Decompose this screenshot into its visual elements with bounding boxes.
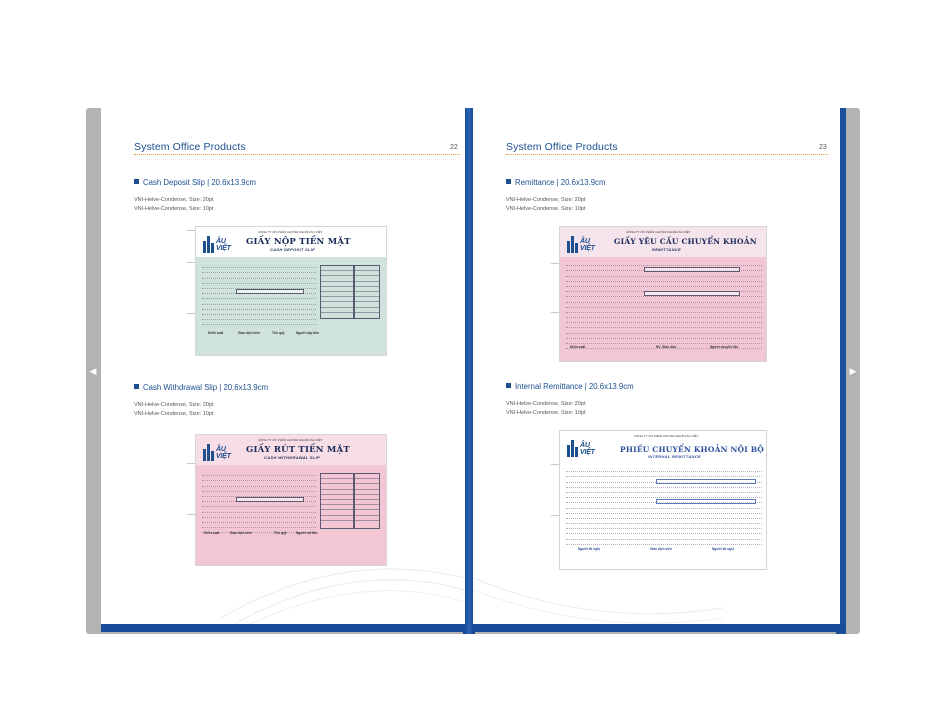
signature-label: Người chuyển tiền	[710, 345, 739, 349]
crop-mark	[551, 464, 559, 465]
signature-label: Thủ quỹ	[272, 331, 285, 335]
internal-remittance-form-image	[559, 430, 767, 570]
signature-label: Giao dịch viên	[230, 531, 252, 535]
spec-line: VNI-Helve-Condense, Size: 20pt	[134, 197, 214, 203]
triangle-right-icon[interactable]: ▶	[849, 366, 857, 376]
spec-lines	[134, 401, 213, 418]
page-number: 23	[819, 144, 827, 151]
crop-mark	[187, 230, 195, 231]
section-heading-text: Cash Withdrawal Slip | 20.6x13.9cm	[143, 383, 269, 392]
signature-label: Người đề nghị	[712, 547, 734, 551]
title-rule	[134, 154, 460, 155]
au-viet-logo	[566, 233, 606, 253]
spec-line: VNI-Helve-Condense, Size: 10pt	[506, 409, 586, 416]
form-title: GIẤY NỘP TIỀN MẶT	[246, 237, 351, 247]
crop-mark	[187, 463, 195, 464]
cash-deposit-slip-image	[195, 226, 387, 356]
amount-box	[644, 267, 740, 272]
signature-label: Kiểm soát	[204, 531, 220, 535]
crop-mark	[187, 313, 195, 314]
right-page	[473, 108, 840, 628]
au-viet-logo	[202, 233, 242, 253]
form-subtitle: CASH DEPOSIT SLIP	[270, 247, 316, 252]
signature-label: Người rút tiền	[296, 531, 318, 535]
spec-line: VNI-Helve-Condense, Size: 10pt	[506, 205, 586, 212]
signature-label: Thủ quỹ	[274, 531, 287, 535]
square-bullet-icon	[134, 179, 139, 184]
spec-lines	[506, 196, 585, 213]
form-subtitle: INTERNAL REMITTANCE	[648, 454, 701, 459]
page-title: System Office Products	[134, 141, 246, 153]
page-bottom-bar	[101, 624, 465, 632]
crop-mark	[187, 514, 195, 515]
amount-box	[656, 479, 756, 484]
amount-box	[236, 497, 304, 502]
form-title: GIẤY YÊU CẦU CHUYỂN KHOẢN	[614, 237, 757, 246]
page-bottom-bar	[473, 624, 846, 632]
crop-mark	[551, 263, 559, 264]
brand-name: ÂU VIỆT	[580, 238, 595, 252]
spec-lines	[506, 400, 585, 417]
building-icon	[566, 437, 580, 457]
section-heading	[506, 382, 634, 391]
cash-withdrawal-slip-image	[195, 434, 387, 566]
brand-name: ÂU VIỆT	[580, 442, 595, 456]
crop-mark	[187, 262, 195, 263]
denomination-grid	[320, 473, 354, 529]
brand-name: ÂU VIỆT	[216, 238, 231, 252]
square-bullet-icon	[506, 179, 511, 184]
section-heading-text: Remittance | 20.6x13.9cm	[515, 178, 606, 187]
building-icon	[202, 441, 216, 461]
denomination-grid	[354, 473, 380, 529]
section-heading	[506, 178, 605, 187]
form-title: GIẤY RÚT TIỀN MẶT	[246, 445, 350, 455]
title-rule	[506, 154, 828, 155]
au-viet-logo	[566, 437, 606, 457]
square-bullet-icon	[506, 383, 511, 388]
signature-label: Kiểm soát	[570, 345, 586, 349]
form-title: PHIẾU CHUYỂN KHOẢN NỘI BỘ	[620, 445, 765, 454]
signature-label: Giao dịch viên	[238, 331, 260, 335]
amount-box	[656, 499, 756, 504]
form-lines	[202, 471, 316, 533]
form-lines	[566, 261, 762, 349]
brand-name: ÂU VIỆT	[216, 446, 231, 460]
form-subtitle: CASH WITHDRAWAL SLIP	[264, 455, 320, 460]
crop-mark	[551, 312, 559, 313]
company-name: CÔNG TY CỔ PHẦN CHỨNG KHOÁN ÂU VIỆT	[258, 438, 323, 442]
amount-box	[236, 289, 304, 294]
building-icon	[202, 233, 216, 253]
left-page	[101, 108, 465, 628]
au-viet-logo	[202, 441, 242, 461]
denomination-grid	[354, 265, 380, 319]
spec-lines	[134, 196, 213, 213]
remittance-form-image	[559, 226, 767, 362]
denomination-grid	[320, 265, 354, 319]
signature-label: Giao dịch viên	[650, 547, 672, 551]
signature-label: Người đề nghị	[578, 547, 600, 551]
company-name: CÔNG TY CỔ PHẦN CHỨNG KHOÁN ÂU VIỆT	[258, 230, 323, 234]
form-lines	[202, 263, 316, 325]
signature-label: Người nộp tiền	[296, 331, 319, 335]
section-heading	[134, 178, 256, 187]
building-icon	[566, 233, 580, 253]
signature-label: NV. Giao dịch	[656, 345, 677, 349]
amount-box	[644, 291, 740, 296]
spec-line: VNI-Helve-Condense, Size: 20pt	[506, 197, 586, 203]
spec-line: VNI-Helve-Condense, Size: 10pt	[134, 410, 214, 417]
crop-mark	[551, 515, 559, 516]
section-heading-text: Cash Deposit Slip | 20.6x13.9cm	[143, 178, 256, 187]
spec-line: VNI-Helve-Condense, Size: 20pt	[506, 401, 586, 407]
triangle-left-icon[interactable]: ◀	[89, 366, 97, 376]
page-title: System Office Products	[506, 141, 618, 153]
company-name: CÔNG TY CỔ PHẦN CHỨNG KHOÁN ÂU VIỆT	[634, 434, 699, 438]
form-subtitle: REMITTANCE	[652, 247, 681, 252]
section-heading-text: Internal Remittance | 20.6x13.9cm	[515, 382, 634, 391]
company-name: CÔNG TY CỔ PHẦN CHỨNG KHOÁN ÂU VIỆT	[626, 230, 691, 234]
square-bullet-icon	[134, 384, 139, 389]
section-heading	[134, 383, 268, 392]
page-number: 22	[450, 144, 458, 151]
spec-line: VNI-Helve-Condense, Size: 10pt	[134, 205, 214, 212]
signature-label: Kiểm soát	[208, 331, 224, 335]
spec-line: VNI-Helve-Condense, Size: 20pt	[134, 402, 214, 408]
